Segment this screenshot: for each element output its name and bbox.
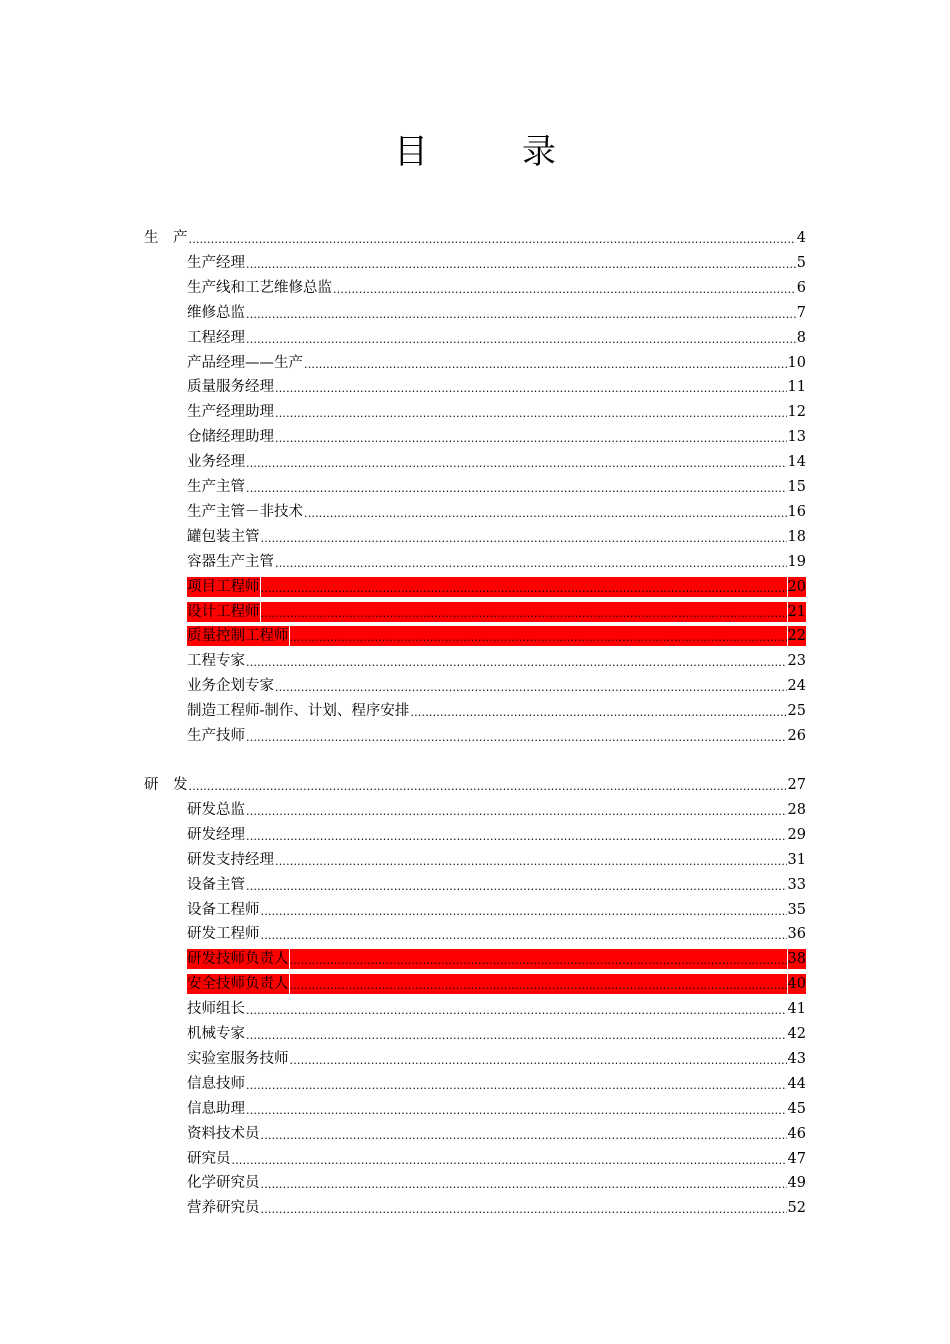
toc-page-number: 52 <box>787 1200 806 1217</box>
toc-leader-dots <box>246 303 796 323</box>
toc-page-number: 14 <box>787 454 806 471</box>
toc-entry-label: 生产线和工艺维修总监 <box>187 279 332 296</box>
toc-page-number: 18 <box>787 528 806 545</box>
toc-page-number: 19 <box>787 553 806 570</box>
toc-page-number: 45 <box>787 1100 806 1117</box>
toc-leader-dots <box>232 1149 787 1169</box>
toc-leader-dots <box>261 924 787 944</box>
toc-leader-dots <box>246 875 787 895</box>
toc-entry-label: 质量控制工程师 <box>187 628 289 645</box>
toc-entry-label: 生产经理 <box>187 254 245 271</box>
toc-page-number: 49 <box>787 1175 806 1192</box>
toc-page-number: 6 <box>796 279 806 296</box>
toc-entry[interactable] <box>187 475 806 497</box>
toc-leader-dots <box>410 701 786 721</box>
toc-page-number: 21 <box>787 603 806 620</box>
toc-page-number: 15 <box>787 479 806 495</box>
toc-leader-dots <box>246 253 796 273</box>
toc-entry-label: 生产主管 <box>187 479 245 495</box>
toc-leader-dots <box>290 974 787 994</box>
toc-leader-dots <box>290 1049 787 1069</box>
toc-entry[interactable] <box>187 1122 806 1144</box>
toc-page-number: 16 <box>787 503 806 520</box>
toc-entry-label: 项目工程师 <box>187 578 260 595</box>
toc-leader-dots <box>246 328 796 348</box>
toc-page-number: 29 <box>787 826 806 843</box>
toc-entry[interactable] <box>187 1171 806 1193</box>
toc-entry[interactable] <box>187 326 806 348</box>
toc-entry-label: 维修总监 <box>187 304 245 321</box>
toc-page-number: 22 <box>787 628 806 645</box>
toc-page-number: 25 <box>787 703 806 720</box>
toc-entry-label: 研究员 <box>187 1150 231 1167</box>
toc-entry[interactable] <box>187 947 806 969</box>
toc-entry-label: 设计工程师 <box>187 603 260 620</box>
toc-entry-label: 生产技师 <box>187 728 245 744</box>
toc-page-number: 13 <box>787 429 806 446</box>
toc-leader-dots <box>275 676 787 696</box>
toc-page-number: 23 <box>787 653 806 670</box>
toc-leader-dots <box>246 999 787 1019</box>
toc-entry[interactable] <box>187 425 806 447</box>
toc-entry-label: 业务经理 <box>187 454 245 471</box>
toc-entry[interactable] <box>187 724 806 746</box>
toc-page-number: 40 <box>787 976 806 993</box>
toc-page-number: 7 <box>796 304 806 321</box>
toc-entry-label: 研发工程师 <box>187 926 260 943</box>
toc-page-number: 42 <box>787 1026 806 1042</box>
toc-entry-label: 研发技师负责人 <box>187 951 289 968</box>
toc-page-number: 43 <box>787 1050 806 1067</box>
toc-page-number: 33 <box>787 876 806 893</box>
toc-entry[interactable] <box>187 848 806 870</box>
toc-page-number: 27 <box>787 777 806 793</box>
toc-leader-dots <box>275 850 787 870</box>
toc-section-heading[interactable] <box>144 773 806 795</box>
toc-entry[interactable] <box>187 375 806 397</box>
toc-leader-dots <box>290 626 787 646</box>
toc-entry[interactable] <box>187 1097 806 1119</box>
toc-leader-dots <box>246 825 787 845</box>
toc-entry-label: 信息技师 <box>187 1075 245 1092</box>
toc-entry[interactable] <box>187 624 806 646</box>
toc-entry[interactable] <box>187 873 806 895</box>
toc-leader-dots <box>246 477 787 497</box>
toc-page-number: 12 <box>787 404 806 421</box>
toc-entry-label: 资料技术员 <box>187 1125 260 1142</box>
toc-entry[interactable] <box>187 1047 806 1069</box>
toc-entry[interactable] <box>187 1022 806 1044</box>
toc-entry-label: 生产主管－非技术 <box>187 503 303 520</box>
toc-leader-dots <box>246 452 787 472</box>
toc-leader-dots <box>246 1099 787 1119</box>
toc-entry[interactable] <box>187 674 806 696</box>
toc-leader-dots <box>290 949 787 969</box>
toc-entry[interactable] <box>187 972 806 994</box>
toc-page-number: 38 <box>787 951 806 968</box>
toc-entry-label: 业务企划专家 <box>187 678 274 695</box>
toc-page-number: 8 <box>796 329 806 346</box>
toc-page-number: 35 <box>787 901 806 918</box>
toc-entry-label: 化学研究员 <box>187 1175 260 1192</box>
toc-page-number: 41 <box>787 1001 806 1018</box>
toc-entry[interactable] <box>187 500 806 522</box>
toc-leader-dots <box>275 427 787 447</box>
toc-entry-label: 实验室服务技师 <box>187 1050 289 1067</box>
toc-entry[interactable] <box>187 525 806 547</box>
toc-entry-label: 研发总监 <box>187 801 245 818</box>
toc-leader-dots <box>189 228 796 248</box>
toc-entry[interactable] <box>187 898 806 920</box>
toc-entry-label: 产品经理——生产 <box>187 354 303 371</box>
toc-page-number: 24 <box>787 678 806 695</box>
toc-entry[interactable] <box>187 1147 806 1169</box>
toc-leader-dots <box>261 1198 787 1218</box>
toc-leader-dots <box>261 1124 787 1144</box>
toc-entry-label: 仓储经理助理 <box>187 429 274 446</box>
toc-leader-dots <box>261 900 787 920</box>
toc-page-number: 36 <box>787 926 806 943</box>
toc-entry[interactable] <box>187 922 806 944</box>
toc-entry[interactable] <box>187 1196 806 1218</box>
toc-leader-dots <box>261 1173 787 1193</box>
toc-leader-dots <box>304 502 787 522</box>
toc-entry[interactable] <box>187 823 806 845</box>
toc-page-number: 26 <box>787 728 806 744</box>
toc-entry[interactable] <box>187 1072 806 1094</box>
toc-leader-dots <box>261 577 787 597</box>
toc-entry-label: 设备工程师 <box>187 901 260 918</box>
toc-entry[interactable] <box>187 301 806 323</box>
toc-entry[interactable] <box>187 400 806 422</box>
toc-section-label: 生 产 <box>144 230 188 246</box>
toc-leader-dots <box>189 775 787 795</box>
toc-leader-dots <box>246 1024 787 1044</box>
toc-entry[interactable] <box>187 450 806 472</box>
toc-page-number: 44 <box>787 1075 806 1092</box>
toc-entry[interactable] <box>187 351 806 373</box>
page-title: 目 录 <box>394 132 586 172</box>
toc-entry[interactable] <box>187 997 806 1019</box>
toc-leader-dots <box>275 552 787 572</box>
toc-entry[interactable] <box>187 798 806 820</box>
toc-entry[interactable] <box>187 649 806 671</box>
toc-page-number: 46 <box>787 1125 806 1142</box>
toc-entry-label: 研发经理 <box>187 826 245 843</box>
toc-page-number: 10 <box>787 354 806 371</box>
toc-entry-label: 容器生产主管 <box>187 553 274 570</box>
toc-entry-label: 制造工程师-制作、计划、程序安排 <box>187 703 410 720</box>
toc-entry[interactable] <box>187 550 806 572</box>
toc-page-number: 31 <box>787 851 806 868</box>
toc-leader-dots <box>304 353 787 373</box>
toc-entry[interactable] <box>187 276 806 298</box>
toc-entry-label: 质量服务经理 <box>187 379 274 396</box>
toc-leader-dots <box>246 1074 787 1094</box>
toc-leader-dots <box>246 726 787 746</box>
toc-leader-dots <box>261 602 787 622</box>
toc-page-number: 4 <box>796 230 806 246</box>
toc-entry-label: 设备主管 <box>187 876 245 893</box>
toc-page-number: 20 <box>787 578 806 595</box>
toc-entry[interactable] <box>187 699 806 721</box>
toc-entry-label: 罐包装主管 <box>187 528 260 545</box>
toc-entry-label: 技师组长 <box>187 1001 245 1018</box>
toc-page-number: 11 <box>787 379 806 396</box>
toc-entry-label: 生产经理助理 <box>187 404 274 421</box>
toc-entry-label: 信息助理 <box>187 1100 245 1117</box>
toc-entry-label: 研发支持经理 <box>187 851 274 868</box>
toc-entry-label: 工程专家 <box>187 653 245 670</box>
toc-leader-dots <box>261 527 787 547</box>
toc-leader-dots <box>275 402 787 422</box>
toc-entry[interactable] <box>187 251 806 273</box>
toc-section-heading[interactable] <box>144 226 806 248</box>
toc-entry[interactable] <box>187 600 806 622</box>
toc-entry-label: 安全技师负责人 <box>187 976 289 993</box>
toc-page-number: 28 <box>787 801 806 818</box>
toc-leader-dots <box>275 377 787 397</box>
toc-leader-dots <box>333 278 796 298</box>
toc-leader-dots <box>246 800 787 820</box>
toc-entry[interactable] <box>187 575 806 597</box>
toc-entry-label: 机械专家 <box>187 1026 245 1042</box>
toc-page-number: 47 <box>787 1150 806 1167</box>
toc-leader-dots <box>246 651 787 671</box>
toc-section-label: 研 发 <box>144 777 188 793</box>
toc-entry-label: 工程经理 <box>187 329 245 346</box>
toc-entry-label: 营养研究员 <box>187 1200 260 1217</box>
toc-page-number: 5 <box>796 254 806 271</box>
